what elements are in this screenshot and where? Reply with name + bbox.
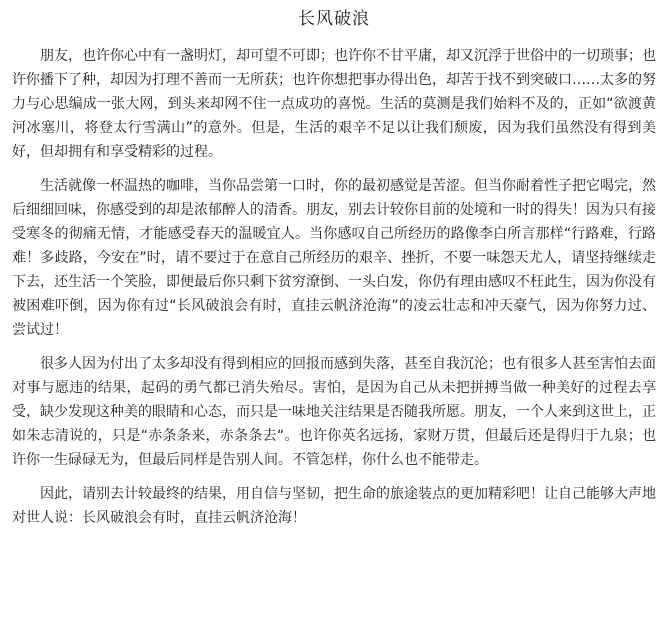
paragraph-3: 很多人因为付出了太多却没有得到相应的回报而感到失落，甚至自我沉沦；也有很多人甚至害怕去面对事与愿违的结果，起码的勇气都已消失殆尽。害怕，是因为自己从未把拼搏当做一种美好的过程去享受，缺少发现这种美的眼睛和心态，而只是一味地关注结果是否随我所愿。朋友，一个人来到这世上，正如朱志清说的，只是“赤条条来，赤条条去“。也许你英名远扬，家财万贯，但最后还是得归于九泉；也许你一生碌碌无为，但最后同样是告别人间。不管怎样，你什么也不能带走。 (12, 356, 656, 468)
paragraph-2: 生活就像一杯温热的咖啡，当你品尝第一口时，你的最初感觉是苦涩。但当你耐着性子把它喝完，然后细细回味，你感受到的却是浓郁醉人的清香。朋友，别去计较你目前的处境和一时的得失！因为只有接受寒冬的彻痛无情，才能感受春天的温暖宜人。当你感叹自己所经历的路像李白所言那样“行路难，行路难！多歧路，今安在”时，请不要过于在意自己所经历的艰辛、挫折，不要一味怨天尤人，请坚持继续走下去，还生活一个笑脸，即便最后你只剩下贫穷潦倒、一头白发，你仍有理由感叹不枉此生，因为你没有被困难吓倒，因为你有过“长风破浪会有时，直挂云帆济沧海”的凌云壮志和冲天豪气，因为你努力过、尝试过！ (12, 178, 656, 338)
article-title: 长风破浪 (298, 9, 370, 29)
paragraph-4: 因此，请别去计较最终的结果，用自信与坚韧，把生命的旅途装点的更加精彩吧！让自己能够大声地对世人说：长风破浪会有时，直挂云帆济沧海！ (12, 486, 656, 526)
paragraph-1: 朋友，也许你心中有一盏明灯，却可望不可即；也许你不甘平庸，却又沉浮于世俗中的一切琐事；也许你播下了种，却因为打理不善而一无所获；也许你想把事办得出色，却苦于找不到突破口……太多的努力与心思编成一张大网，到头来却网不住一点成功的喜悦。生活的莫测是我们始料不及的，正如“欲渡黄河冰塞川，将登太行雪满山”的意外。但是，生活的艰辛不足以让我们颓废，因为我们虽然没有得到美好，但却拥有和享受精彩的过程。 (12, 48, 656, 160)
